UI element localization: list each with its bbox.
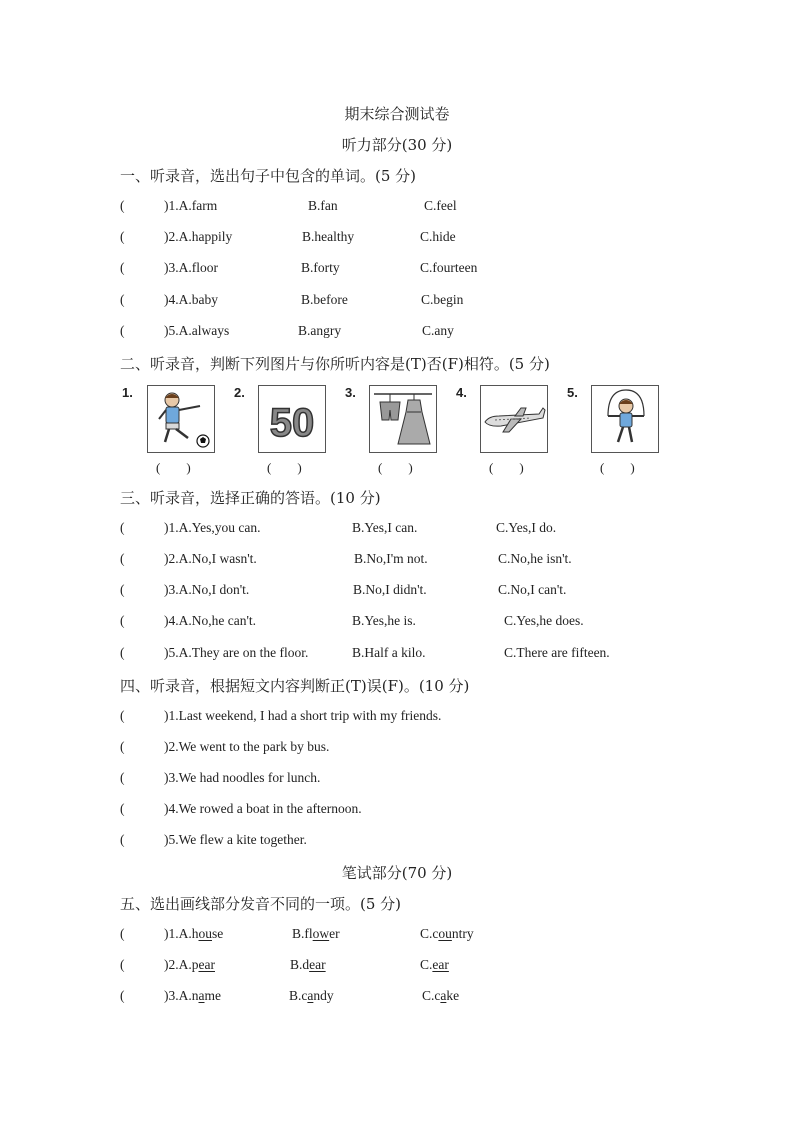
option-text: C. [420,957,433,972]
option-c: C.fourteen [420,260,478,275]
listening-section-title: 听力部分(30 分) [341,136,453,154]
option-b: B.Yes,I can. [352,520,418,535]
answer-paren: ( ) [156,460,191,475]
option-b: B.healthy [302,229,355,244]
answer-paren: ( [120,770,125,785]
option-c [420,926,474,942]
option-b [292,926,340,942]
answer-paren: ( ) [378,460,413,475]
underlined-letters: a [307,988,314,1003]
option-b: B.Half a kilo. [352,645,426,660]
option-a: )4.A.No,he can't. [164,613,257,628]
option-text: se [212,926,224,941]
picture-number: 3. [345,385,356,400]
option-c [420,957,449,973]
answer-paren: ( [120,323,125,338]
option-text: er [329,926,340,941]
option-text: )3.A.n [164,988,199,1003]
answer-paren: ( [120,198,125,213]
option-text: B.c [289,988,308,1003]
airplane-icon [480,385,548,453]
option-b: B.before [301,292,348,307]
answer-paren: ( [120,582,125,597]
option-a [164,926,223,942]
underlined-letters: ear [309,957,326,972]
option-text: C.c [420,926,439,941]
answer-paren: ( [120,260,125,275]
option-b: B.forty [301,260,340,275]
option-b: B.Yes,he is. [352,613,416,628]
option-b: B.No,I didn't. [353,582,427,597]
option-b: B.No,I'm not. [354,551,428,566]
clothes-on-rack-icon [369,385,437,453]
option-c: C.Yes,I do. [496,520,557,535]
statement-text: )1.Last weekend, I had a short trip with my friends. [164,708,442,723]
option-a [164,988,221,1004]
underlined-letters: ow [312,926,330,941]
option-c: C.Yes,he does. [504,613,584,628]
answer-paren: ( [120,988,125,1003]
option-b: B.fan [308,198,338,213]
option-c: C.begin [421,292,464,307]
statement-text: )4.We rowed a boat in the afternoon. [164,801,362,816]
answer-paren: ( [120,708,125,723]
option-c: C.any [422,323,454,338]
option-text: ke [446,988,460,1003]
option-c: C.hide [420,229,456,244]
answer-paren: ( ) [489,460,524,475]
statement-text: )3.We had noodles for lunch. [164,770,321,785]
boy-skipping-rope-icon [591,385,659,453]
option-c: C.No,he isn't. [498,551,572,566]
option-c [422,988,459,1004]
exam-title: 期末综合测试卷 [344,105,450,123]
picture-number: 2. [234,385,245,400]
section-3-heading: 三、听录音，选择正确的答语。(10 分) [120,489,381,507]
option-a: )2.A.No,I wasn't. [164,551,257,566]
answer-paren: ( [120,292,125,307]
underlined-letters: a [198,988,205,1003]
answer-paren: ( [120,613,125,628]
statement-text: )2.We went to the park by bus. [164,739,330,754]
underlined-letters: ou [438,926,452,941]
answer-paren: ( [120,801,125,816]
option-a: )5.A.They are on the floor. [164,645,309,660]
option-text: )2.A.p [164,957,199,972]
picture-number: 1. [122,385,133,400]
section-5-heading: 五、选出画线部分发音不同的一项。(5 分) [120,895,402,913]
writing-section-title: 笔试部分(70 分) [341,864,453,882]
option-text: B.d [290,957,310,972]
option-c: C.There are fifteen. [504,645,610,660]
option-a: )3.A.No,I don't. [164,582,250,597]
fifty-label: 50 [269,401,315,445]
answer-paren: ( [120,645,125,660]
option-text: B.fl [292,926,313,941]
number-fifty-icon [258,385,326,453]
option-a: )1.A.farm [164,198,218,213]
option-c: C.feel [424,198,457,213]
answer-paren: ( [120,551,125,566]
option-c: C.No,I can't. [498,582,567,597]
section-1-heading: 一、听录音，选出句子中包含的单词。(5 分) [120,167,417,185]
statement-text: )5.We flew a kite together. [164,832,307,847]
option-a: )4.A.baby [164,292,218,307]
answer-paren: ( [120,739,125,754]
option-b [290,957,326,973]
option-a [164,957,215,973]
section-2-heading: 二、听录音，判断下列图片与你所听内容是(T)否(F)相符。(5 分) [120,355,550,373]
underlined-letters: a [440,988,447,1003]
option-b: B.angry [298,323,342,338]
picture-row [120,383,680,473]
option-b [289,988,334,1004]
section-4-heading: 四、听录音，根据短文内容判断正(T)误(F)。(10 分) [120,677,470,695]
underlined-letters: ear [432,957,449,972]
answer-paren: ( [120,926,125,941]
boy-kicking-ball-icon [147,385,215,453]
option-text: ndy [313,988,334,1003]
option-text: ntry [451,926,474,941]
answer-paren: ( [120,520,125,535]
answer-paren: ( [120,229,125,244]
option-text: )1.A.h [164,926,199,941]
option-a: )2.A.happily [164,229,233,244]
option-a: )1.A.Yes,you can. [164,520,261,535]
picture-number: 5. [567,385,578,400]
option-text: me [204,988,221,1003]
option-a: )3.A.floor [164,260,218,275]
answer-paren: ( [120,957,125,972]
underlined-letters: ear [198,957,215,972]
option-text: C.c [422,988,441,1003]
answer-paren: ( [120,832,125,847]
answer-paren: ( ) [267,460,302,475]
option-a: )5.A.always [164,323,230,338]
picture-number: 4. [456,385,467,400]
underlined-letters: ou [198,926,212,941]
answer-paren: ( ) [600,460,635,475]
